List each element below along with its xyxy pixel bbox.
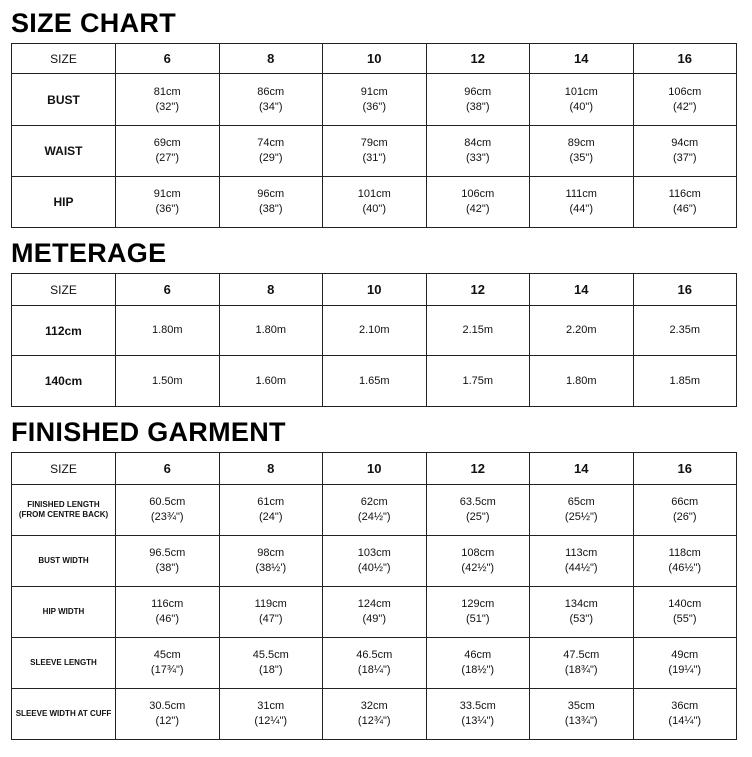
metric-value: 96cm bbox=[257, 188, 285, 201]
metric-value: 62cm bbox=[360, 496, 388, 509]
imperial-value: (24") bbox=[259, 511, 283, 523]
imperial-value: (46") bbox=[673, 203, 697, 215]
imperial-value: (25") bbox=[466, 511, 490, 523]
imperial-value: (12¾") bbox=[357, 715, 391, 727]
imperial-value: (37") bbox=[673, 152, 697, 164]
measurement-cell bbox=[116, 689, 220, 740]
imperial-value: (40") bbox=[569, 100, 593, 113]
row-label: 112cm bbox=[12, 306, 116, 356]
metric-value: 96cm bbox=[464, 85, 492, 98]
size-chart-table bbox=[11, 43, 737, 228]
imperial-value: (40") bbox=[362, 203, 386, 215]
size-column-header: 10 bbox=[323, 453, 427, 485]
size-column-header: 10 bbox=[323, 44, 427, 74]
imperial-value: (12¼") bbox=[254, 715, 288, 727]
measurement-cell bbox=[633, 587, 737, 638]
metric-value: 103cm bbox=[357, 547, 391, 560]
metric-value: 60.5cm bbox=[149, 496, 186, 509]
metric-value: 46cm bbox=[464, 649, 492, 662]
metric-value: 101cm bbox=[357, 188, 391, 201]
measurement-cell bbox=[323, 638, 427, 689]
imperial-value: (24½") bbox=[357, 511, 391, 523]
imperial-value: (31") bbox=[362, 152, 386, 164]
imperial-value: (38") bbox=[466, 100, 490, 113]
imperial-value: (27") bbox=[155, 152, 179, 164]
measurement-cell bbox=[633, 177, 737, 228]
imperial-value: (29") bbox=[259, 152, 283, 164]
metric-value: 116cm bbox=[151, 598, 184, 611]
row-label: FINISHED LENGTH (FROM CENTRE BACK) bbox=[12, 485, 116, 536]
row-label: HIP bbox=[12, 177, 116, 228]
table-row bbox=[12, 177, 737, 228]
table-row bbox=[12, 306, 737, 356]
measurement-cell bbox=[426, 177, 530, 228]
measurement-cell bbox=[116, 587, 220, 638]
measurement-cell bbox=[323, 485, 427, 536]
metric-value: 69cm bbox=[153, 137, 181, 150]
finished-garment-title: FINISHED GARMENT bbox=[11, 417, 286, 447]
measurement-cell bbox=[219, 638, 323, 689]
measurement-cell bbox=[219, 306, 323, 356]
measurement-cell bbox=[426, 587, 530, 638]
measurement-cell bbox=[530, 306, 634, 356]
metric-value: 89cm bbox=[567, 137, 595, 150]
measurement-cell bbox=[323, 126, 427, 177]
measurement-cell bbox=[116, 126, 220, 177]
imperial-value: (53") bbox=[569, 613, 593, 625]
metric-value: 91cm bbox=[360, 85, 388, 98]
imperial-value: (18¼") bbox=[357, 664, 391, 676]
imperial-value: (32") bbox=[155, 100, 179, 113]
finished-garment-header-row bbox=[12, 453, 737, 485]
measurement-cell bbox=[219, 536, 323, 587]
row-label: BUST WIDTH bbox=[12, 536, 116, 587]
measurement-cell bbox=[530, 536, 634, 587]
size-column-header: 8 bbox=[219, 44, 323, 74]
measurement-cell bbox=[426, 74, 530, 126]
measurement-cell bbox=[426, 485, 530, 536]
row-label: 140cm bbox=[12, 356, 116, 407]
size-column-header: 8 bbox=[219, 453, 323, 485]
metric-value: 30.5cm bbox=[149, 700, 186, 713]
row-label: WAIST bbox=[12, 126, 116, 177]
row-label: SLEEVE WIDTH AT CUFF bbox=[12, 689, 116, 740]
imperial-value: (35") bbox=[569, 152, 593, 164]
measurement-cell bbox=[219, 587, 323, 638]
measurement-cell bbox=[530, 177, 634, 228]
size-column-header: 12 bbox=[426, 274, 530, 306]
metric-value: 94cm bbox=[671, 137, 699, 150]
imperial-value: (18½") bbox=[461, 664, 495, 676]
metric-value: 36cm bbox=[671, 700, 699, 713]
row-label: BUST bbox=[12, 74, 116, 126]
size-column-header: 14 bbox=[530, 274, 634, 306]
metric-value: 66cm bbox=[671, 496, 699, 509]
metric-value: 1.80m bbox=[565, 374, 597, 387]
metric-value: 45.5cm bbox=[252, 649, 289, 662]
size-chart-header-row bbox=[12, 44, 737, 74]
measurement-cell bbox=[323, 689, 427, 740]
metric-value: 98cm bbox=[257, 547, 285, 560]
measurement-cell bbox=[426, 356, 530, 407]
measurement-cell bbox=[219, 126, 323, 177]
metric-value: 84cm bbox=[464, 137, 492, 150]
table-row bbox=[12, 638, 737, 689]
metric-value: 113cm bbox=[565, 547, 598, 560]
metric-value: 119cm bbox=[254, 598, 287, 611]
size-column-header: 6 bbox=[116, 453, 220, 485]
imperial-value: (38½') bbox=[255, 562, 287, 574]
imperial-value: (42") bbox=[466, 203, 490, 215]
meterage-table bbox=[11, 273, 737, 407]
metric-value: 49cm bbox=[671, 649, 699, 662]
imperial-value: (47") bbox=[259, 613, 283, 625]
measurement-cell bbox=[426, 126, 530, 177]
imperial-value: (23¾") bbox=[150, 511, 184, 523]
measurement-cell bbox=[116, 356, 220, 407]
measurement-cell bbox=[219, 689, 323, 740]
imperial-value: (36") bbox=[155, 203, 179, 215]
metric-value: 140cm bbox=[668, 598, 702, 611]
imperial-value: (38") bbox=[155, 562, 179, 574]
measurement-cell bbox=[219, 485, 323, 536]
metric-value: 1.80m bbox=[151, 324, 183, 337]
imperial-value: (44") bbox=[569, 203, 593, 215]
metric-value: 118cm bbox=[668, 547, 701, 560]
metric-value: 45cm bbox=[153, 649, 181, 662]
table-row bbox=[12, 356, 737, 407]
metric-value: 1.60m bbox=[255, 374, 287, 387]
imperial-value: (17¾") bbox=[150, 664, 184, 676]
imperial-value: (55") bbox=[673, 613, 697, 625]
metric-value: 65cm bbox=[567, 496, 595, 509]
metric-value: 129cm bbox=[461, 598, 495, 611]
measurement-cell bbox=[530, 638, 634, 689]
table-row bbox=[12, 689, 737, 740]
metric-value: 1.75m bbox=[462, 374, 494, 387]
measurement-cell bbox=[426, 536, 530, 587]
metric-value: 81cm bbox=[153, 85, 181, 98]
imperial-value: (18") bbox=[259, 664, 283, 676]
metric-value: 124cm bbox=[357, 598, 391, 611]
row-label: HIP WIDTH bbox=[12, 587, 116, 638]
size-column-header: 6 bbox=[116, 44, 220, 74]
size-column-header: 10 bbox=[323, 274, 427, 306]
imperial-value: (40½") bbox=[357, 562, 391, 574]
imperial-value: (13¼") bbox=[461, 715, 495, 727]
measurement-cell bbox=[323, 306, 427, 356]
measurement-cell bbox=[116, 306, 220, 356]
metric-value: 86cm bbox=[257, 85, 285, 98]
metric-value: 101cm bbox=[564, 85, 598, 98]
size-column-header: 6 bbox=[116, 274, 220, 306]
size-column-header: 8 bbox=[219, 274, 323, 306]
measurement-cell bbox=[633, 689, 737, 740]
measurement-cell bbox=[633, 356, 737, 407]
imperial-value: (46½") bbox=[668, 562, 702, 574]
metric-value: 35cm bbox=[567, 700, 595, 713]
size-header-label: SIZE bbox=[12, 274, 116, 306]
size-chart-title: SIZE CHART bbox=[11, 8, 176, 38]
metric-value: 1.80m bbox=[255, 324, 287, 337]
table-row bbox=[12, 485, 737, 536]
metric-value: 2.35m bbox=[669, 324, 701, 337]
imperial-value: (25½") bbox=[564, 511, 598, 523]
metric-value: 91cm bbox=[153, 188, 181, 201]
metric-value: 33.5cm bbox=[459, 700, 496, 713]
measurement-cell bbox=[426, 306, 530, 356]
metric-value: 96.5cm bbox=[149, 547, 186, 560]
finished-garment-table bbox=[11, 452, 737, 740]
metric-value: 106cm bbox=[461, 188, 495, 201]
measurement-cell bbox=[530, 689, 634, 740]
metric-value: 2.10m bbox=[358, 324, 390, 337]
metric-value: 79cm bbox=[360, 137, 388, 150]
metric-value: 31cm bbox=[257, 700, 285, 713]
size-column-header: 16 bbox=[633, 274, 737, 306]
imperial-value: (46") bbox=[155, 613, 179, 625]
meterage-title: METERAGE bbox=[11, 238, 167, 268]
imperial-value: (13¾") bbox=[564, 715, 598, 727]
size-column-header: 14 bbox=[530, 44, 634, 74]
metric-value: 106cm bbox=[668, 85, 702, 98]
metric-value: 63.5cm bbox=[459, 496, 496, 509]
measurement-cell bbox=[530, 485, 634, 536]
size-column-header: 14 bbox=[530, 453, 634, 485]
measurement-cell bbox=[323, 536, 427, 587]
imperial-value: (12") bbox=[155, 715, 179, 727]
size-header-label: SIZE bbox=[12, 44, 116, 74]
measurement-cell bbox=[530, 126, 634, 177]
measurement-cell bbox=[323, 356, 427, 407]
row-label: SLEEVE LENGTH bbox=[12, 638, 116, 689]
measurement-cell bbox=[116, 177, 220, 228]
imperial-value: (51") bbox=[466, 613, 490, 625]
size-header-label: SIZE bbox=[12, 453, 116, 485]
metric-value: 111cm bbox=[565, 188, 597, 201]
size-column-header: 12 bbox=[426, 453, 530, 485]
table-row bbox=[12, 587, 737, 638]
imperial-value: (18¾") bbox=[564, 664, 598, 676]
measurement-cell bbox=[633, 126, 737, 177]
measurement-cell bbox=[219, 177, 323, 228]
measurement-cell bbox=[219, 74, 323, 126]
table-row bbox=[12, 126, 737, 177]
measurement-cell bbox=[116, 638, 220, 689]
metric-value: 2.20m bbox=[565, 324, 597, 337]
table-row bbox=[12, 74, 737, 126]
size-column-header: 16 bbox=[633, 44, 737, 74]
imperial-value: (42½") bbox=[461, 562, 495, 574]
measurement-cell bbox=[323, 587, 427, 638]
measurement-cell bbox=[323, 177, 427, 228]
metric-value: 47.5cm bbox=[563, 649, 600, 662]
metric-value: 74cm bbox=[257, 137, 285, 150]
metric-value: 1.50m bbox=[151, 374, 183, 387]
metric-value: 1.65m bbox=[358, 374, 390, 387]
metric-value: 61cm bbox=[257, 496, 285, 509]
metric-value: 46.5cm bbox=[356, 649, 393, 662]
imperial-value: (14¼") bbox=[668, 715, 702, 727]
measurement-cell bbox=[116, 485, 220, 536]
imperial-value: (38") bbox=[259, 203, 283, 215]
table-row bbox=[12, 536, 737, 587]
measurement-cell bbox=[116, 536, 220, 587]
metric-value: 108cm bbox=[461, 547, 495, 560]
size-column-header: 16 bbox=[633, 453, 737, 485]
measurement-cell bbox=[633, 485, 737, 536]
meterage-header-row bbox=[12, 274, 737, 306]
imperial-value: (49") bbox=[362, 613, 386, 625]
metric-value: 32cm bbox=[360, 700, 388, 713]
measurement-cell bbox=[426, 638, 530, 689]
imperial-value: (44½") bbox=[564, 562, 598, 574]
measurement-cell bbox=[530, 74, 634, 126]
measurement-cell bbox=[530, 587, 634, 638]
measurement-cell bbox=[323, 74, 427, 126]
measurement-cell bbox=[426, 689, 530, 740]
imperial-value: (19¼") bbox=[668, 664, 702, 676]
measurement-cell bbox=[633, 74, 737, 126]
measurement-cell bbox=[530, 356, 634, 407]
measurement-cell bbox=[633, 536, 737, 587]
measurement-cell bbox=[116, 74, 220, 126]
metric-value: 2.15m bbox=[462, 324, 494, 337]
measurement-cell bbox=[219, 356, 323, 407]
metric-value: 116cm bbox=[668, 188, 701, 201]
measurement-cell bbox=[633, 306, 737, 356]
metric-value: 134cm bbox=[564, 598, 598, 611]
size-column-header: 12 bbox=[426, 44, 530, 74]
metric-value: 1.85m bbox=[669, 374, 701, 387]
imperial-value: (42") bbox=[673, 100, 697, 113]
imperial-value: (33") bbox=[466, 152, 490, 164]
measurement-cell bbox=[633, 638, 737, 689]
imperial-value: (36") bbox=[362, 100, 386, 113]
imperial-value: (34") bbox=[259, 100, 283, 113]
imperial-value: (26") bbox=[673, 511, 697, 523]
